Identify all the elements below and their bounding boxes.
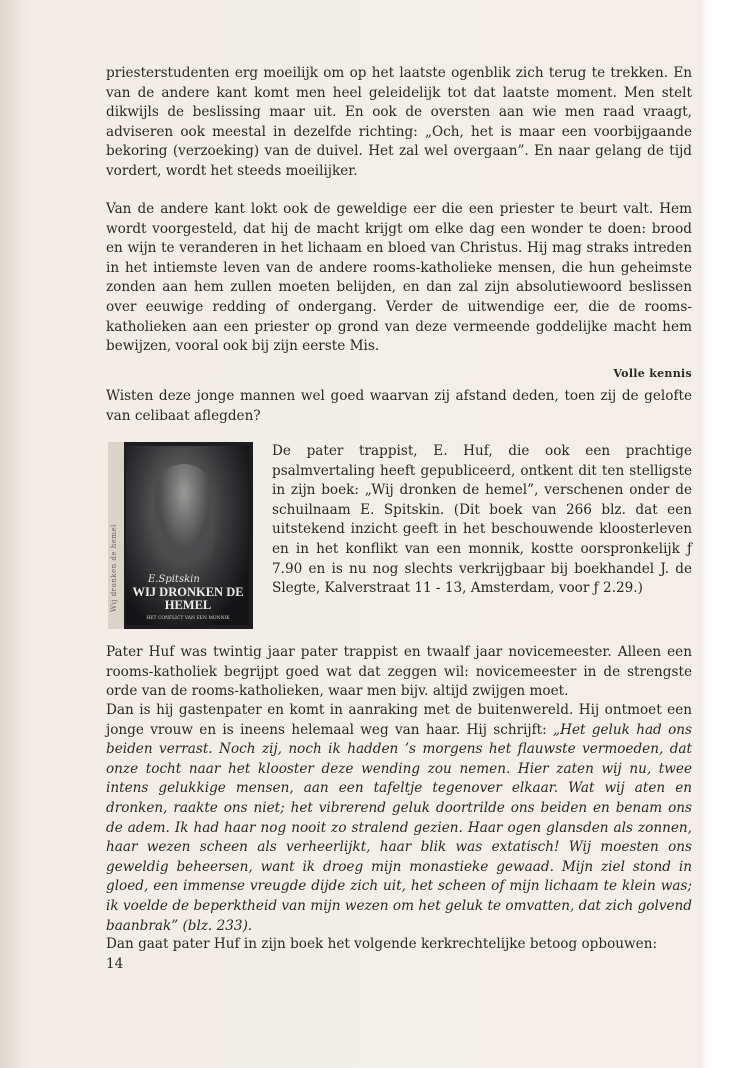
paragraph-3: Wisten deze jonge mannen wel goed waarvan zij afstand deden, toen zij de gelofte van celibaat aflegden? <box>106 388 692 424</box>
cover-author: E.Spitskin <box>148 574 200 585</box>
paragraph-2: Van de andere kant lokt ook de geweldige eer die een priester te beurt valt. Hem wordt voorgesteld, dat hij de macht krijgt om elke dag een wonder te doen: brood en wijn te veranderen in het lichaam en bloed van Christus. Hij mag straks intreden in het intiemste leven van de andere rooms-katholieke mensen, die hun geheimste zonden aan hem zullen moeten belijden, en dan zal zijn absolutiewoord beslissen over eeuwige redding of ondergang. Verder de uitwendige eer, die de rooms-katholieken aan een priester op grond van deze vermeende goddelijke macht hem bewijzen, vooral ook bij zijn eerste Mis. <box>106 201 692 355</box>
book-spine <box>108 442 124 629</box>
paragraph-1: priesterstudenten erg moeilijk om op het laatste ogenblik zich terug te trekken. En van de andere kant komt men heel geleidelijk tot dat laatste moment. Men stelt dikwijls de beslissing maar uit. En ook de oversten aan wie men raad vraagt, adviseren ook meestal in dezelfde richting: „Och, het is maar een voorbijgaande bekoring (verzoeking) van de duivel. Het zal wel overgaan”. En naar gelang de tijd vordert, wordt het steeds moeilijker. <box>106 65 692 179</box>
cover-figure-illustration <box>154 464 214 559</box>
book-spine-title: Wij dronken de hemel <box>110 524 118 612</box>
page-gutter-shadow <box>0 0 24 1068</box>
paragraph-6 <box>106 701 692 936</box>
book-front-cover <box>126 446 249 625</box>
book-quote: „Het geluk had ons beiden verrast. Noch zij, noch ik hadden ’s morgens het flauwste vermoeden, dat onze tocht naar het klooster deze wending zou nemen. Hier zaten wij nu, twee intens gelukkige mensen, aan een tafeltje tegenover elkaar. Wat wij aten en dronken, raakte ons niet; het vibrerend geluk doortrilde ons beiden en benam ons de adem. Ik had haar nog nooit zo stralend gezien. Haar ogen glansden als zonnen, haar wezen scheen als verheerlijkt, haar blik was extatisch! Wij moesten ons geweldig beheersen, want ik droeg mijn monastieke gewaad. Mijn ziel stond in gloed, een immense vreugde dijde zich uit, het scheen of mijn lichaam te klein was; ik voelde de beperktheid van mijn wezen om het geluk te omvatten, dat zich golvend baanbrak” (blz. 233). <box>106 721 692 934</box>
section-heading: Volle kennis <box>613 367 692 380</box>
page-number: 14 <box>106 956 124 972</box>
cover-title: WIJ DRONKEN DE HEMEL <box>132 585 244 612</box>
book-cover-image <box>108 442 253 629</box>
paragraph-7: Dan gaat pater Huf in zijn boek het volgende kerkrechtelijke betoog opbouwen: <box>106 936 658 952</box>
paragraph-5: Pater Huf was twintig jaar pater trappist en twaalf jaar novicemeester. Alleen een rooms-katholiek begrijpt goed wat dat zeggen wil: novicemeester in de strengste orde van de rooms-katholieken, waar men bijv. altijd zwijgen moet. <box>106 644 692 700</box>
paragraph-6-intro: Dan is hij gastenpater en komt in aanraking met de buitenwereld. Hij ontmoet een jonge vrouw en is ineens helemaal weg van haar. Hij schrijft: <box>106 702 692 738</box>
paragraph-book-info: De pater trappist, E. Huf, die ook een prachtige psalmvertaling heeft gepubliceerd, ontkent dit ten stelligste in zijn boek: „Wij dronken de hemel”, verschenen onder de schuilnaam E. Spitskin. (Dit boek van 266 blz. dat een uitstekend inzicht geeft in het beschouwende kloosterleven en in het konflikt van een monnik, kostte oorspronkelijk ƒ 7.90 en is nu nog slechts verkrijgbaar bij boekhandel J. de Slegte, Kalverstraat 11 - 13, Amsterdam, voor ƒ 2.29.) <box>272 443 692 597</box>
cover-subtitle: HET CONFLICT VAN EEN MONNIK <box>146 616 230 621</box>
